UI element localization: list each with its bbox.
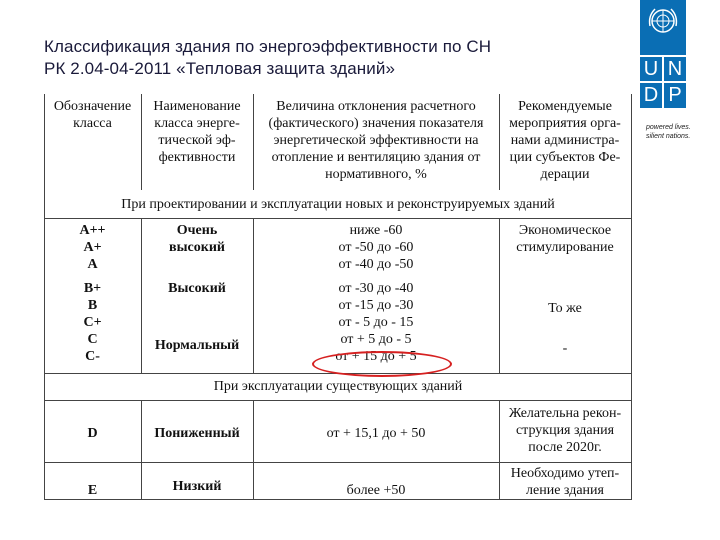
group1-measure: Экономическое стимулирование [516,223,614,255]
rowD-measure: Желательна рекон- струкция здания после 2020г. [508,406,622,455]
logo-letter-d: D [643,84,659,106]
title-line-1: Классификация здания по энергоэффективности по СН [44,37,492,56]
rowE-measure: Необходимо утеп- ление здания [510,466,620,498]
header-class-name: Наименование класса энерге- тической эф- фективности [153,99,241,165]
highlight-ellipse [312,351,452,377]
logo-letter-u: U [643,58,659,80]
title-line-2: РК 2.04-04-2011 «Тепловая защита зданий» [44,59,396,78]
group2-classes: В+ В С+ С С- [83,281,102,364]
slide-title [44,36,604,80]
classification-table [44,94,632,500]
undp-tagline: powered lives. silient nations. [646,124,691,140]
logo-letter-n: N [667,58,683,80]
header-deviation: Величина отклонения расчетного (фактического) значения показателя энергетической эффективности на отопление и вентиляцию здания от нормативного, % [268,99,484,182]
section-existing-buildings: При эксплуатации существующих зданий [213,379,463,394]
header-measures: Рекомендуемые мероприятия орга- нами администра- ции субъектов Фе- дерации [509,99,621,182]
group1-ranges: ниже -60 от -50 до -60 от -40 до -50 [338,223,414,272]
rowD-range: от + 15,1 до + 50 [326,426,426,441]
rowD-class: D [87,426,98,441]
undp-logo [640,0,686,108]
group2-name-high: Высокий [168,281,226,296]
rowD-name: Пониженный [154,426,240,441]
header-class-code: Обозначение класса [53,99,132,131]
rowE-class: E [87,483,98,498]
group2-ranges: от -30 до -40 от -15 до -30 от - 5 до - 15 от + 5 до - 5 от + 15 до + 5 [335,281,417,364]
section-new-buildings: При проектировании и эксплуатации новых и реконструируемых зданий [121,197,555,212]
group2-name-normal: Нормальный [154,338,240,353]
group2-measure-same: То же [548,301,582,316]
rowE-name: Низкий [172,479,222,494]
group2-measure-dash: - [562,341,568,356]
un-emblem-icon [646,4,680,38]
group1-classes: А++ А+ А [79,223,106,272]
group1-name: Очень высокий [169,223,225,255]
logo-letter-p: P [668,84,682,106]
rowE-range: более +50 [346,483,406,498]
